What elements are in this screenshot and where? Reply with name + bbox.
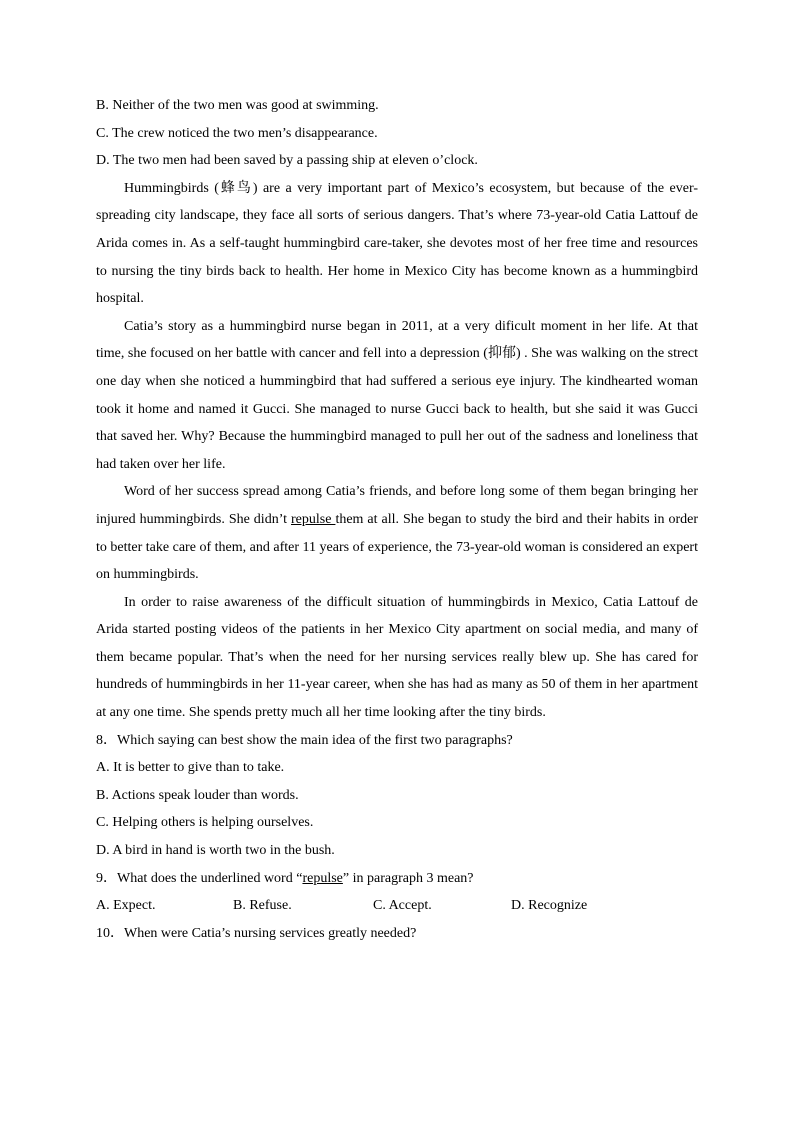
question-9-option-a: A. Expect. bbox=[96, 898, 156, 914]
underlined-word: repulse bbox=[291, 511, 336, 527]
question-9-options bbox=[96, 892, 698, 920]
paragraph-1: Hummingbirds (蜂鸟) are a very important part of Mexico’s ecosystem, but because of the ever-spreading city landscape, they face all sorts of serious dangers. That’s where 73-year-old Catia Lattouf de Arida comes in. As a self-taught hummingbird care-taker, she devotes most of her free time and resources to nursing the tiny birds back to health. Her home in Mexico City has become known as a hummingbird hospital. bbox=[96, 180, 698, 307]
question-8-stem: 8．Which saying can best show the main idea of the first two paragraphs? bbox=[96, 732, 513, 748]
option-c-prev: C. The crew noticed the two men’s disappearance. bbox=[96, 125, 378, 141]
question-9-stem-after: ” in paragraph 3 mean? bbox=[342, 870, 474, 886]
question-9-option-d: D. Recognize bbox=[511, 898, 588, 914]
paragraph-3-text-after: them at all. She began to study the bird and their habits in order to better take care of them, and after 11 years of experience, the 73-year-old woman is considered an expert on hummingbirds. bbox=[96, 511, 699, 583]
option-d-prev: D. The two men had been saved by a passing ship at eleven o’clock. bbox=[96, 153, 478, 169]
question-10-stem: 10．When were Catia’s nursing services greatly needed? bbox=[96, 925, 417, 941]
question-9-stem-before: 9．What does the underlined word “ bbox=[96, 870, 303, 886]
question-9-option-c: C. Accept. bbox=[373, 898, 432, 914]
paragraph-3 bbox=[96, 478, 698, 588]
document-page bbox=[96, 92, 698, 947]
paragraph-4: In order to raise awareness of the difficult situation of hummingbirds in Mexico, Catia Lattouf de Arida started posting videos of the patients in her Mexico City apartment on social media, and many of them became popular. That’s when the need for her nursing services really blew up. She has cared for hundreds of hummingbirds in her 11-year career, when she has had as many as 50 of them in her apartment at any one time. She spends pretty much all her time looking after the tiny birds. bbox=[96, 594, 698, 721]
option-b-prev: B. Neither of the two men was good at swimming. bbox=[96, 98, 379, 113]
question-8-option-c: C. Helping others is helping ourselves. bbox=[96, 815, 314, 831]
paragraph-3-text-before: Word of her success spread among Catia’s friends, and before long some of them began bringing her injured hummingbirds. She didn’t bbox=[96, 484, 698, 527]
question-9-option-b: B. Refuse. bbox=[233, 898, 292, 914]
question-9-stem bbox=[96, 865, 698, 893]
question-8-option-b: B. Actions speak louder than words. bbox=[96, 787, 299, 803]
question-8-option-a: A. It is better to give than to take. bbox=[96, 760, 285, 776]
paragraph-2: Catia’s story as a hummingbird nurse began in 2011, at a very dificult moment in her life. At that time, she focused on her battle with cancer and fell into a depression (抑郁) . She was walking on the strect one day when she noticed a hummingbird that had suffered a serious eye injury. The kindhearted woman took it home and named it Gucci. She managed to nurse Gucci back to health, but she said it was Gucci that saved her. Why? Because the hummingbird managed to pull her out of the sadness and loneliness that had taken over her life. bbox=[96, 318, 698, 472]
question-8-option-d: D. A bird in hand is worth two in the bush. bbox=[96, 843, 335, 859]
question-9-underlined-word: repulse bbox=[302, 870, 343, 886]
